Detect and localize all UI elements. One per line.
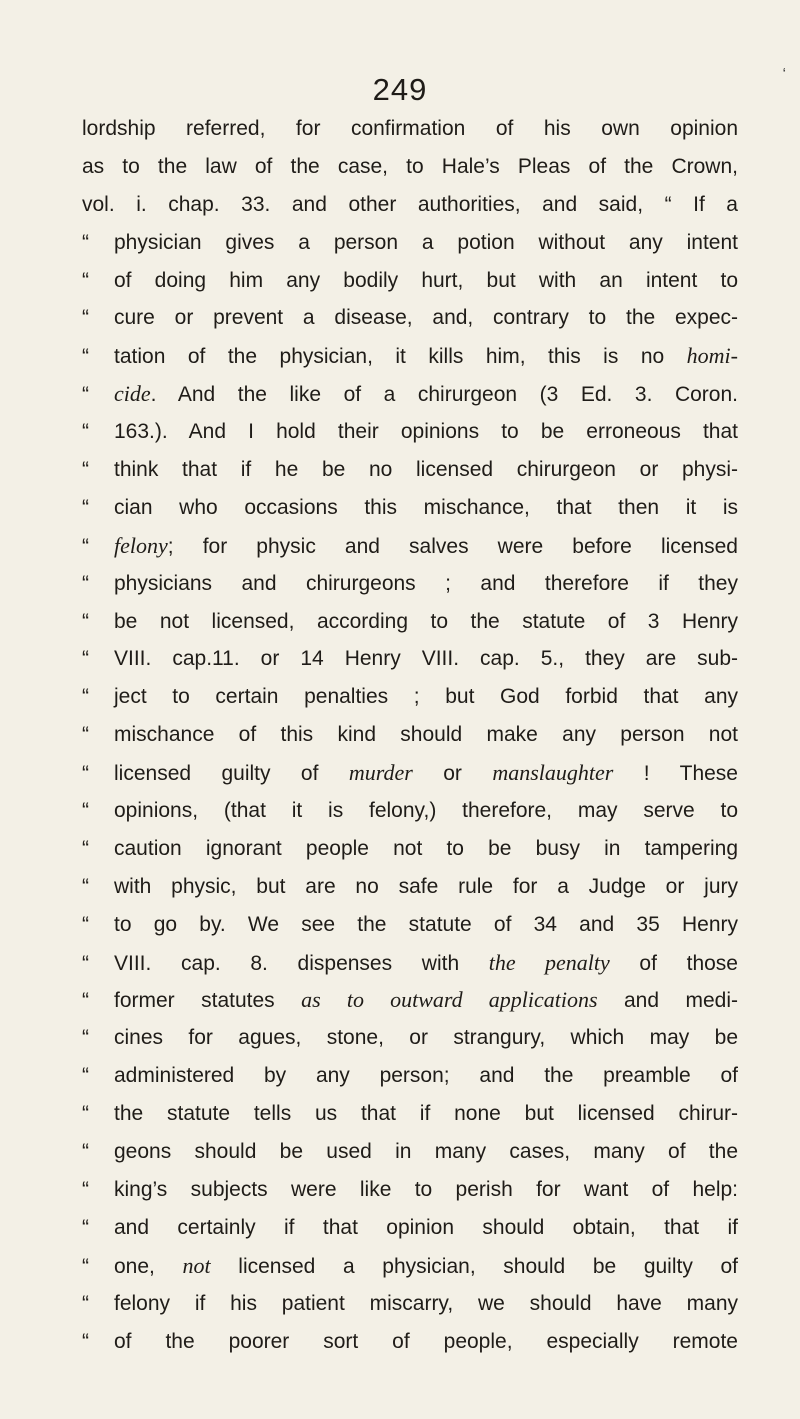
line-text: cines for agues, stone, or strangury, which may be xyxy=(114,1026,738,1050)
text-line xyxy=(82,1133,738,1171)
continuation-quote-mark: “ xyxy=(82,685,89,709)
continuation-quote-mark: “ xyxy=(82,1215,89,1239)
continuation-quote-mark: “ xyxy=(82,609,89,633)
text-line xyxy=(82,1057,738,1095)
continuation-quote-mark: “ xyxy=(82,345,89,369)
line-text: think that if he be no licensed chirurgeon or physi- xyxy=(114,458,738,482)
line-text: ; for physic and salves were before licensed xyxy=(167,534,738,558)
line-text: or xyxy=(412,762,493,786)
text-line xyxy=(82,299,738,337)
continuation-quote-mark: “ xyxy=(82,836,89,860)
line-text: ! These xyxy=(613,762,738,786)
text-line xyxy=(82,337,738,375)
corner-mark: ‘ xyxy=(782,66,786,83)
text-line xyxy=(82,451,738,489)
line-text: tation of the physician, it kills him, this is no xyxy=(114,345,687,369)
line-text: vol. i. chap. 33. and other authorities, and said, “ If a xyxy=(82,192,738,216)
text-line xyxy=(82,906,738,944)
continuation-quote-mark: “ xyxy=(82,268,89,292)
line-text: be not licensed, according to the statute of 3 Henry xyxy=(114,609,738,633)
line-text: ject to certain penalties ; but God forbid that any xyxy=(114,685,738,709)
continuation-quote-mark: “ xyxy=(82,1140,89,1164)
line-text: of the poorer sort of people, especially remote xyxy=(114,1329,738,1353)
continuation-quote-mark: “ xyxy=(82,1291,89,1315)
text-line xyxy=(82,981,738,1019)
continuation-quote-mark: “ xyxy=(82,383,89,407)
continuation-quote-mark: “ xyxy=(82,1177,89,1201)
continuation-quote-mark: “ xyxy=(82,571,89,595)
text-line xyxy=(82,262,738,300)
line-text: VIII. cap. 8. dispenses with xyxy=(114,951,489,975)
line-text: geons should be used in many cases, many of the xyxy=(114,1140,738,1164)
continuation-quote-mark: “ xyxy=(82,1026,89,1050)
line-text: with physic, but are no safe rule for a Judge or jury xyxy=(114,874,738,898)
text-line xyxy=(82,110,738,148)
line-text: one, xyxy=(114,1254,183,1278)
continuation-quote-mark: “ xyxy=(82,799,89,823)
line-text: 163.). And I hold their opinions to be erroneous that xyxy=(114,420,738,444)
text-line xyxy=(82,489,738,527)
italic-text: manslaughter xyxy=(492,760,614,786)
text-line xyxy=(82,1247,738,1285)
continuation-quote-mark: “ xyxy=(82,306,89,330)
line-text: the statute tells us that if none but licensed chirur- xyxy=(114,1102,738,1126)
text-line xyxy=(82,186,738,224)
line-text: to go by. We see the statute of 34 and 35 Henry xyxy=(114,912,738,936)
text-line xyxy=(82,224,738,262)
continuation-quote-mark: “ xyxy=(82,762,89,786)
italic-text: as to outward applications xyxy=(301,987,598,1013)
italic-text: felony xyxy=(114,532,168,558)
text-line xyxy=(82,944,738,982)
continuation-quote-mark: “ xyxy=(82,912,89,936)
text-line xyxy=(82,1095,738,1133)
continuation-quote-mark: “ xyxy=(82,230,89,254)
continuation-quote-mark: “ xyxy=(82,1329,89,1353)
body-text xyxy=(82,110,738,1360)
text-line xyxy=(82,375,738,413)
text-line xyxy=(82,1323,738,1361)
line-text: administered by any person; and the preamble of xyxy=(114,1064,738,1088)
text-line xyxy=(82,868,738,906)
page-number: 249 xyxy=(372,72,428,107)
line-text: former statutes xyxy=(114,989,302,1013)
continuation-quote-mark: “ xyxy=(82,1254,89,1278)
text-line xyxy=(82,1171,738,1209)
line-text: licensed guilty of xyxy=(114,762,349,786)
line-text: physician gives a person a potion without any intent xyxy=(114,230,738,254)
line-text: of those xyxy=(609,951,738,975)
text-line xyxy=(82,792,738,830)
text-line xyxy=(82,716,738,754)
text-line xyxy=(82,830,738,868)
line-text: felony if his patient miscarry, we should have many xyxy=(114,1291,738,1315)
italic-text: murder xyxy=(348,760,413,786)
italic-text: the penalty xyxy=(488,949,610,975)
line-text: king’s subjects were like to perish for want of help: xyxy=(114,1177,738,1201)
continuation-quote-mark: “ xyxy=(82,951,89,975)
text-line xyxy=(82,754,738,792)
text-line xyxy=(82,640,738,678)
continuation-quote-mark: “ xyxy=(82,534,89,558)
line-text: cian who occasions this mischance, that then it is xyxy=(114,495,738,519)
text-line xyxy=(82,1019,738,1057)
continuation-quote-mark: “ xyxy=(82,1064,89,1088)
line-text: physicians and chirurgeons ; and therefore if they xyxy=(114,571,738,595)
text-line xyxy=(82,603,738,641)
continuation-quote-mark: “ xyxy=(82,723,89,747)
text-line xyxy=(82,1285,738,1323)
continuation-quote-mark: “ xyxy=(82,874,89,898)
continuation-quote-mark: “ xyxy=(82,458,89,482)
line-text: as to the law of the case, to Hale’s Pleas of the Crown, xyxy=(82,154,738,178)
italic-text: not xyxy=(182,1252,211,1278)
line-text: licensed a physician, should be guilty of xyxy=(210,1254,738,1278)
continuation-quote-mark: “ xyxy=(82,647,89,671)
italic-text: homi- xyxy=(686,343,738,369)
text-line xyxy=(82,565,738,603)
line-text: and certainly if that opinion should obtain, that if xyxy=(114,1215,738,1239)
line-text: mischance of this kind should make any person not xyxy=(114,723,738,747)
line-text: opinions, (that it is felony,) therefore, may serve to xyxy=(114,799,738,823)
line-text: cure or prevent a disease, and, contrary to the expec- xyxy=(114,306,738,330)
continuation-quote-mark: “ xyxy=(82,495,89,519)
text-line xyxy=(82,1209,738,1247)
text-line xyxy=(82,148,738,186)
line-text: and medi- xyxy=(597,989,739,1013)
text-line xyxy=(82,527,738,565)
line-text: caution ignorant people not to be busy in tampering xyxy=(114,836,738,860)
text-line xyxy=(82,413,738,451)
text-line xyxy=(82,678,738,716)
line-text: VIII. cap.11. or 14 Henry VIII. cap. 5., they are sub- xyxy=(114,647,738,671)
line-text: of doing him any bodily hurt, but with an intent to xyxy=(114,268,738,292)
line-text: . And the like of a chirurgeon (3 Ed. 3. Coron. xyxy=(150,383,738,407)
line-text: lordship referred, for confirmation of his own opinion xyxy=(82,117,738,140)
continuation-quote-mark: “ xyxy=(82,1102,89,1126)
italic-text: cide xyxy=(114,381,151,407)
continuation-quote-mark: “ xyxy=(82,989,89,1013)
continuation-quote-mark: “ xyxy=(82,420,89,444)
